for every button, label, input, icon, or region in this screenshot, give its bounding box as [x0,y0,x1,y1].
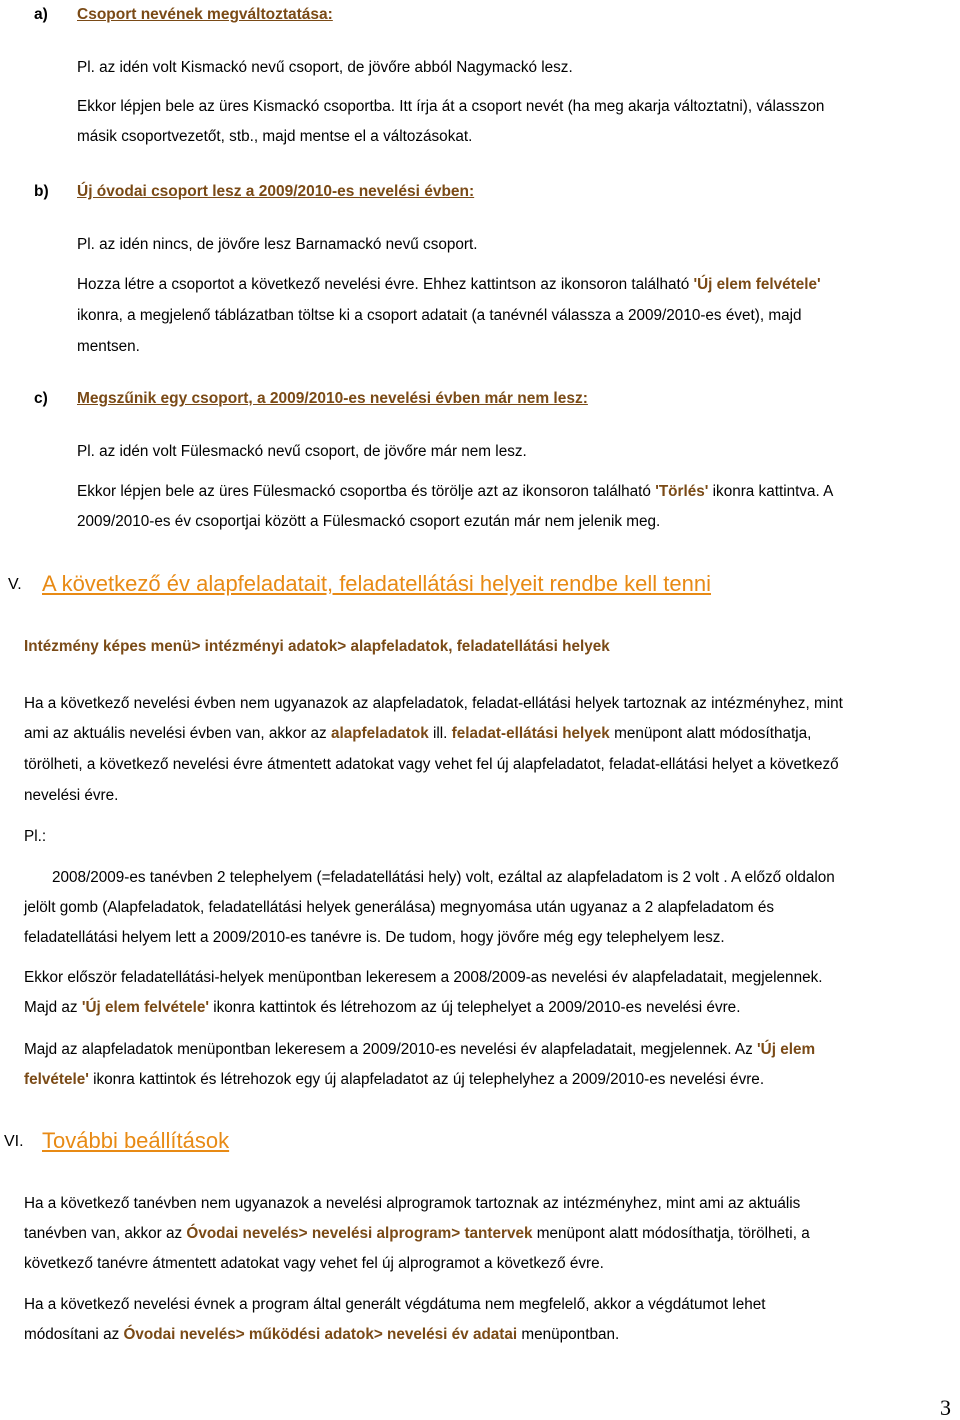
section-b-line-1: Pl. az idén nincs, de jövőre lesz Barnamackó nevű csoport. [77,236,478,253]
section-v-menu-path: Intézmény képes menü> intézményi adatok> alapfeladatok, feladatellátási helyek [24,638,610,655]
section-b-line-2: Hozza létre a csoportot a következő nevelési évre. Ehhez kattintson az ikonsoron található 'Új elem felvétele' [77,276,821,293]
section-v-p4-line-1: Majd az alapfeladatok menüpontban lekeresem a 2009/2010-es nevelési év alapfeladatait, megjelennek. Az 'Új elem [24,1041,816,1058]
section-b-line-3: ikonra, a megjelenő táblázatban töltse ki a csoport adatait (a tanévnél válassza a 2009/2010-es évet), majd [77,307,802,324]
section-v-p3-line-1: Ekkor először feladatellátási-helyek menüpontban lekeresem a 2008/2009-as nevelési év alapfeladatait, megjelennek. [24,969,823,986]
section-v-p1-line-3: törölheti, a következő nevelési évre átmentett adatokat vagy vehet fel új alapfeladatot, feladat-ellátási helyet a következő [24,756,839,773]
section-v-p2-line-3: feladatellátási helyem lett a 2009/2010-es tanévre is. De tudom, hogy jövőre még egy telephelyem lesz. [24,929,725,946]
section-vi-p2-line-1: Ha a következő nevelési évnek a program által generált végdátuma nem megfelelő, akkor a végdátumot lehet [24,1296,766,1313]
section-b-marker: b) [34,183,49,200]
section-c-line-1: Pl. az idén volt Fülesmackó nevű csoport, de jövőre már nem lesz. [77,443,527,460]
section-b-title: Új óvodai csoport lesz a 2009/2010-es nevelési évben: [77,183,475,200]
section-c-title: Megszűnik egy csoport, a 2009/2010-es nevelési évben már nem lesz: [77,390,588,407]
section-c-line-3: 2009/2010-es év csoportjai között a Fülesmackó csoport ezután már nem jelenik meg. [77,513,661,530]
section-c-marker: c) [34,390,48,407]
section-a-marker: a) [34,6,48,23]
section-v-p1-line-4: nevelési évre. [24,787,119,804]
section-v-p2-line-2: jelölt gomb (Alapfeladatok, feladatellátási helyek generálása) megnyomása után ugyanaz a 2 alapfeladatom és [24,899,775,916]
section-c-line-2: Ekkor lépjen bele az üres Fülesmackó csoportba és törölje azt az ikonsoron található 'Törlés' ikonra kattintva. A [77,483,834,500]
page-number: 3 [940,1395,951,1420]
section-vi-p2-line-2: módosítani az Óvodai nevelés> működési adatok> nevelési év adatai menüpontban. [24,1326,620,1343]
section-b-line-4: mentsen. [77,338,140,355]
section-v-p2-line-1: 2008/2009-es tanévben 2 telephelyem (=feladatellátási hely) volt, ezáltal az alapfeladatom is 2 volt . A előző oldalon [52,869,835,886]
section-v-p4-line-2: felvétele' ikonra kattintok és létrehozok egy új alapfeladatot az új telephelyhez a 2009/2010-es nevelési évre. [24,1071,765,1088]
section-vi-roman: VI. [4,1133,24,1150]
section-vi-title: További beállítások [42,1128,230,1153]
section-a-title: Csoport nevének megváltoztatása: [77,6,333,23]
section-a-line-3: másik csoportvezetőt, stb., majd mentse el a változásokat. [77,128,473,145]
section-v-p1-line-1: Ha a következő nevelési évben nem ugyanazok az alapfeladatok, feladat-ellátási helyek tartoznak az intézményhez, mint [24,695,843,712]
section-vi-p1-line-1: Ha a következő tanévben nem ugyanazok a nevelési alprogramok tartoznak az intézményhez, mint ami az aktuális [24,1195,801,1212]
section-v-p3-line-2: Majd az 'Új elem felvétele' ikonra kattintok és létrehozom az új telephelyet a 2009/2010-es nevelési évre. [24,999,741,1016]
section-a-line-1: Pl. az idén volt Kismackó nevű csoport, de jövőre abból Nagymackó lesz. [77,59,573,76]
section-vi-p1-line-2: tanévben van, akkor az Óvodai nevelés> nevelési alprogram> tantervek menüpont alatt módosíthatja, törölheti, a [24,1225,810,1242]
section-a-line-2: Ekkor lépjen bele az üres Kismackó csoportba. Itt írja át a csoport nevét (ha meg akarja változtatni), válasszon [77,98,825,115]
section-v-example-label: Pl.: [24,828,47,845]
section-vi-p1-line-3: következő tanévre átmentett adatokat vagy vehet fel új alprogramot a következő évre. [24,1255,604,1272]
section-v-title: A következő év alapfeladatait, feladatellátási helyeit rendbe kell tenni [42,571,711,596]
section-v-roman: V. [8,576,22,593]
section-v-p1-line-2: ami az aktuális nevelési évben van, akkor az alapfeladatok ill. feladat-ellátási helyek menüpont alatt módosíthatja, [24,725,812,742]
